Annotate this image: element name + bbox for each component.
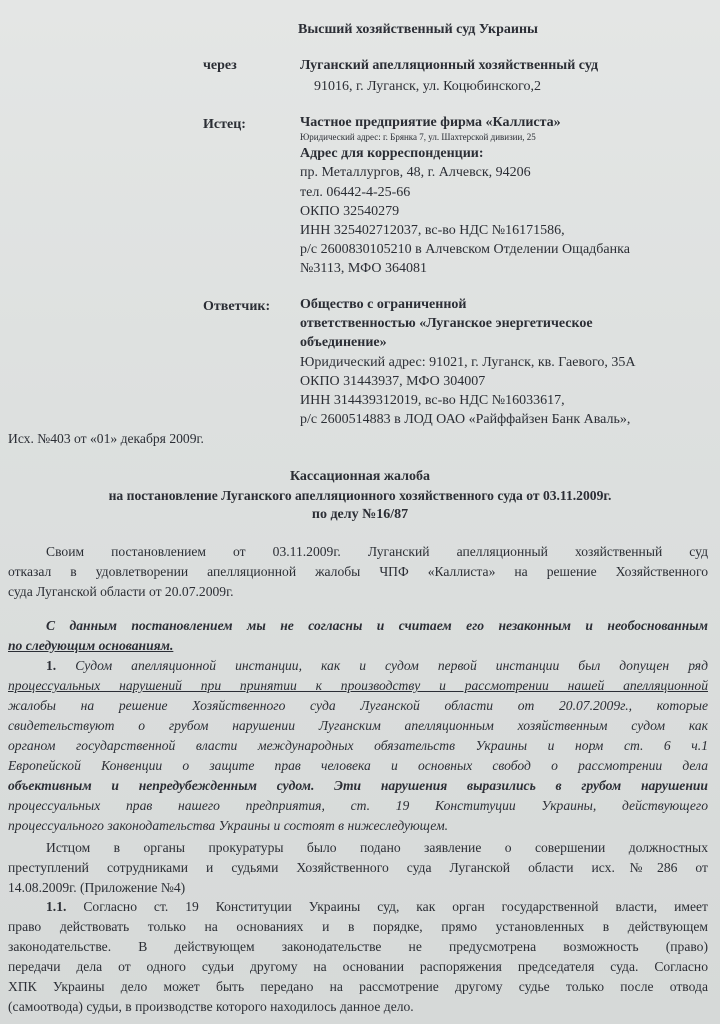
text-line: С данным постановлением мы не согласны и считаем его незаконным и необоснованным — [46, 618, 708, 633]
prosecutor-paragraph — [8, 838, 708, 898]
document-title: Кассационная жалоба — [289, 469, 431, 484]
addressee-court: Высший хозяйственный суд Украины — [298, 22, 538, 37]
defendant-line: р/с 2600514883 в ЛОД ОАО «Райффайзен Банк Аваль», — [300, 412, 631, 427]
plaintiff-line: пр. Металлургов, 48, г. Алчевск, 94206 — [300, 165, 531, 180]
text-line: законодательстве. В действующем законодательстве не предусмотрена возможность (право) — [8, 939, 708, 954]
text-line: суда Луганской области от 20.07.2009г. — [8, 584, 234, 599]
point-number: 1. — [46, 658, 57, 673]
point-1-paragraph — [8, 656, 708, 836]
text-line: передачи дела от одного судьи другому на основании распоряжения председателя суда. Согласно — [8, 959, 708, 974]
document-subtitle: на постановление Луганского апелляционного хозяйственного суда от 03.11.2009г. — [108, 488, 612, 503]
defendant-line: ОКПО 31443937, МФО 304007 — [300, 374, 486, 389]
defendant-line: ИНН 314439312019, вс-во НДС №16033617, — [300, 393, 565, 408]
text-fragment: Согласно ст. 19 Конституции Украины суд, как орган государственной власти, имеет — [83, 899, 708, 914]
intro-paragraph — [8, 542, 708, 602]
text-line: преступлений сотрудниками и судьями Хозяйственного суда Луганской области исх.№286 от — [8, 860, 708, 875]
plaintiff-line: №3113, МФО 364081 — [300, 261, 427, 276]
defendant-name: объединение» — [300, 335, 387, 350]
text-line: (самоотвода) судьи, в производстве которого находилось данное дело. — [8, 999, 414, 1014]
via-court-name: Луганский апелляционный хозяйственный суд — [300, 58, 599, 73]
outgoing-number: Исх. №403 от «01» декабря 2009г. — [8, 431, 204, 446]
text-line: процессуального законодательства Украины и состоят в нижеследующем. — [8, 818, 449, 833]
plaintiff-line: р/с 2600830105210 в Алчевском Отделении Ощадбанка — [300, 242, 630, 257]
point-1-1-paragraph — [8, 897, 708, 1017]
text-line — [8, 656, 708, 676]
plaintiff-line: ИНН 325402712037, вс-во НДС №16171586, — [300, 223, 565, 238]
text-line: свидетельствуют о грубом нарушении Луганским апелляционным хозяйственным судом как — [8, 718, 708, 733]
text-line: процессуальных нарушений при принятии к производству и рассмотрении нашей апелляционной — [8, 678, 708, 693]
via-label: через — [203, 58, 237, 73]
text-line: Истцом в органы прокуратуры было подано заявление о совершении должностных — [46, 840, 708, 855]
text-line: отказал в удовлетворении апелляционной жалобы ЧПФ «Каллиста» на решение Хозяйственного — [8, 564, 708, 579]
via-court-address: 91016, г. Луганск, ул. Коцюбинского,2 — [314, 79, 542, 94]
text-line: Своим постановлением от 03.11.2009г. Луганский апелляционный хозяйственный суд — [46, 544, 708, 559]
text-line: 14.08.2009г. (Приложение №4) — [8, 880, 186, 895]
disagreement-paragraph — [8, 616, 708, 656]
plaintiff-name: Частное предприятие фирма «Каллиста» — [300, 115, 561, 130]
plaintiff-line: ОКПО 32540279 — [300, 204, 400, 219]
defendant-line: Юридический адрес: 91021, г. Луганск, кв. Гаевого, 35А — [300, 355, 636, 370]
text-line: жалобы на решение Хозяйственного суда Луганской области от 20.07.2009г., которые — [8, 698, 708, 713]
text-line: по следующим основаниям. — [8, 638, 174, 653]
plaintiff-legal-address: Юридический адрес: г. Брянка 7, ул. Шахтерской дивизии, 25 — [300, 132, 536, 142]
defendant-label: Ответчик: — [203, 299, 271, 314]
plaintiff-line: тел. 06442-4-25-66 — [300, 185, 411, 200]
text-line: органом государственной власти международных обязательств Украины и норм ст. 6 ч.1 — [8, 738, 708, 753]
text-line — [8, 897, 708, 917]
plaintiff-label: Истец: — [203, 117, 246, 132]
text-line: ХПК Украины дело может быть передано на рассмотрение другому судье только после отвода — [8, 979, 708, 994]
text-line: объективным и непредубежденным судом. Эти нарушения выразились в грубом нарушении — [8, 778, 708, 793]
plaintiff-correspondence-title: Адрес для корреспонденции: — [300, 146, 484, 161]
case-number: по делу №16/87 — [311, 507, 409, 522]
point-number: 1.1. — [46, 899, 67, 914]
defendant-name: ответственностью «Луганское энергетическое — [300, 316, 593, 331]
text-line: процессуальных прав нашего предприятия, ст. 19 Конституции Украины, действующего — [8, 798, 708, 813]
defendant-name: Общество с ограниченной — [300, 297, 467, 312]
text-line: право действовать только на основаниях и в порядке, прямо установленных в действующем — [8, 919, 708, 934]
text-line: Европейской Конвенции о защите прав человека и основных свобод о рассмотрении дела — [8, 758, 708, 773]
text-fragment: Судом апелляционной инстанции, как и судом первой инстанции был допущен ряд — [75, 658, 709, 673]
